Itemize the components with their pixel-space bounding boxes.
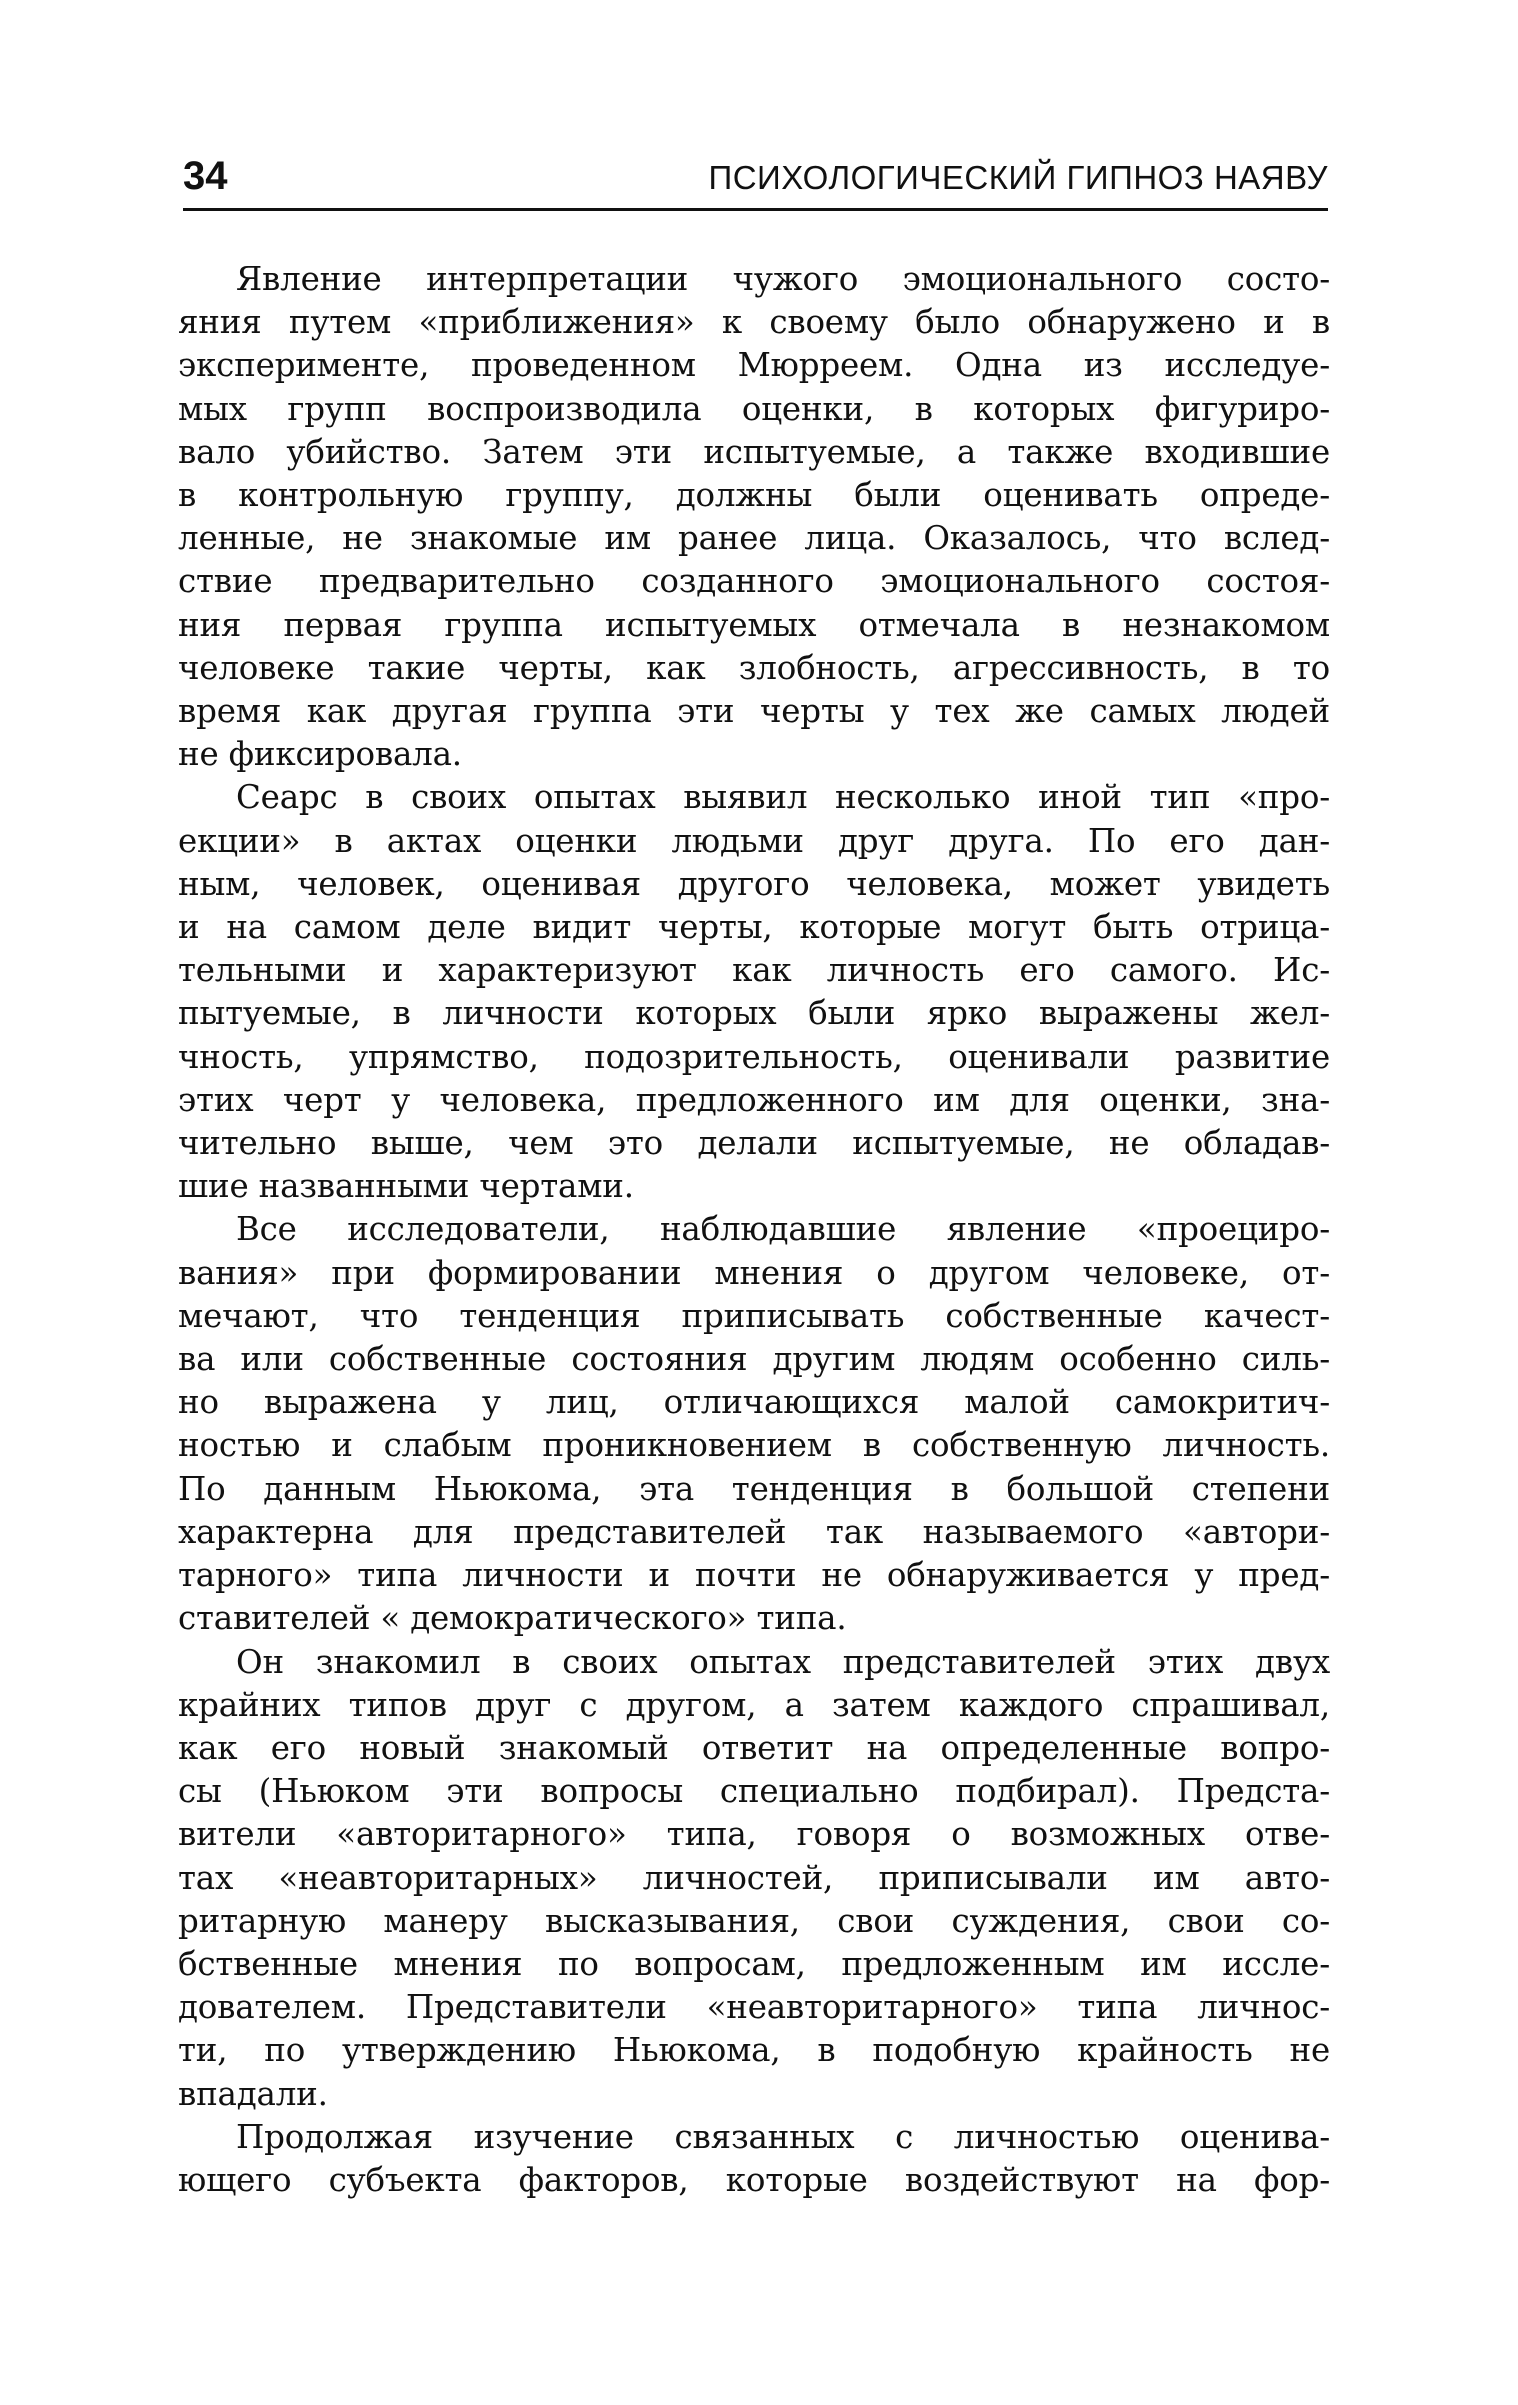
text-line: шие названными чертами. (178, 1167, 634, 1206)
text-line: не фиксировала. (178, 735, 462, 774)
text-line: характерна для представителей так называемого «автори- (178, 1512, 1330, 1551)
text-line: эксперименте, проведенном Мюрреем. Одна из исследуе- (178, 346, 1330, 385)
text-line: ленные, не знакомые им ранее лица. Оказалось, что вслед- (178, 519, 1330, 558)
text-line: ва или собственные состояния другим людям особенно силь- (178, 1340, 1330, 1379)
text-line: Он знакомил в своих опытах представителей этих двух (236, 1642, 1330, 1681)
text-line: ния первая группа испытуемых отмечала в незнакомом (178, 605, 1330, 644)
text-line: крайних типов друг с другом, а затем каждого спрашивал, (178, 1685, 1330, 1724)
text-line: ностью и слабым проникновением в собственную личность. (178, 1426, 1330, 1465)
text-line: ствие предварительно созданного эмоционального состоя- (178, 562, 1330, 601)
text-line: тарного» типа личности и почти не обнаруживается у пред- (178, 1556, 1330, 1595)
text-line: ти, по утверждению Ньюкома, в подобную крайность не (178, 2031, 1330, 2070)
text-line: вания» при формировании мнения о другом человеке, от- (178, 1253, 1330, 1292)
text-line: как его новый знакомый ответит на определенные вопро- (178, 1728, 1330, 1767)
text-line: время как другая группа эти черты у тех же самых людей (178, 692, 1330, 731)
text-line: тах «неавторитарных» личностей, приписывали им авто- (178, 1858, 1330, 1897)
page-number: 34 (183, 154, 228, 198)
paragraph-1 (178, 258, 1330, 776)
text-line: Явление интерпретации чужого эмоционального состо- (236, 260, 1330, 298)
text-line: бственные мнения по вопросам, предложенным им иссле- (178, 1944, 1330, 1983)
text-line: мых групп воспроизводила оценки, в которых фигуриро- (178, 389, 1330, 428)
text-line: ным, человек, оценивая другого человека, может увидеть (178, 864, 1330, 903)
text-line: мечают, что тенденция приписывать собственные качест- (178, 1296, 1330, 1335)
text-line: в контрольную группу, должны были оценивать опреде- (178, 476, 1330, 515)
text-line: этих черт у человека, предложенного им для оценки, зна- (178, 1080, 1330, 1119)
body-text (178, 258, 1330, 2202)
text-line: Продолжая изучение связанных с личностью оценива- (236, 2117, 1330, 2156)
paragraph-4 (178, 1641, 1330, 2116)
text-line: чность, упрямство, подозрительность, оценивали развитие (178, 1037, 1330, 1076)
text-line: ритарную манеру высказывания, свои суждения, свои со- (178, 1901, 1330, 1940)
text-line: вители «авторитарного» типа, говоря о возможных отве- (178, 1815, 1330, 1854)
text-line: вало убийство. Затем эти испытуемые, а также входившие (178, 432, 1330, 471)
text-line: тельными и характеризуют как личность его самого. Ис- (178, 951, 1330, 990)
text-line: впадали. (178, 2074, 328, 2113)
text-line: но выражена у лиц, отличающихся малой самокритич- (178, 1383, 1330, 1422)
text-line: сы (Ньюком эти вопросы специально подбирал). Предста- (178, 1772, 1330, 1811)
text-line: яния путем «приближения» к своему было обнаружено и в (178, 303, 1330, 342)
text-line: Все исследователи, наблюдавшие явление «проециро- (236, 1210, 1330, 1249)
text-line: чительно выше, чем это делали испытуемые, не обладав- (178, 1124, 1330, 1163)
text-line: Сеарс в своих опытах выявил несколько иной тип «про- (236, 778, 1330, 817)
paragraph-5 (178, 2116, 1330, 2202)
running-header (183, 152, 1328, 211)
text-line: По данным Ньюкома, эта тенденция в большой степени (178, 1469, 1330, 1508)
text-line: человеке такие черты, как злобность, агрессивность, в то (178, 648, 1330, 687)
paragraph-3 (178, 1208, 1330, 1640)
text-line: и на самом деле видит черты, которые могут быть отрица- (178, 908, 1330, 947)
text-line: пытуемые, в личности которых были ярко выражены жел- (178, 994, 1330, 1033)
text-line: дователем. Представители «неавторитарного» типа личнос- (178, 1988, 1330, 2027)
text-line: ющего субъекта факторов, которые воздействуют на фор- (178, 2160, 1330, 2199)
paragraph-2 (178, 776, 1330, 1208)
text-line: ставителей « демократического» типа. (178, 1599, 847, 1638)
running-title: ПСИХОЛОГИЧЕСКИЙ ГИПНОЗ НАЯВУ (708, 159, 1328, 196)
text-line: екции» в актах оценки людьми друг друга. По его дан- (178, 821, 1330, 860)
